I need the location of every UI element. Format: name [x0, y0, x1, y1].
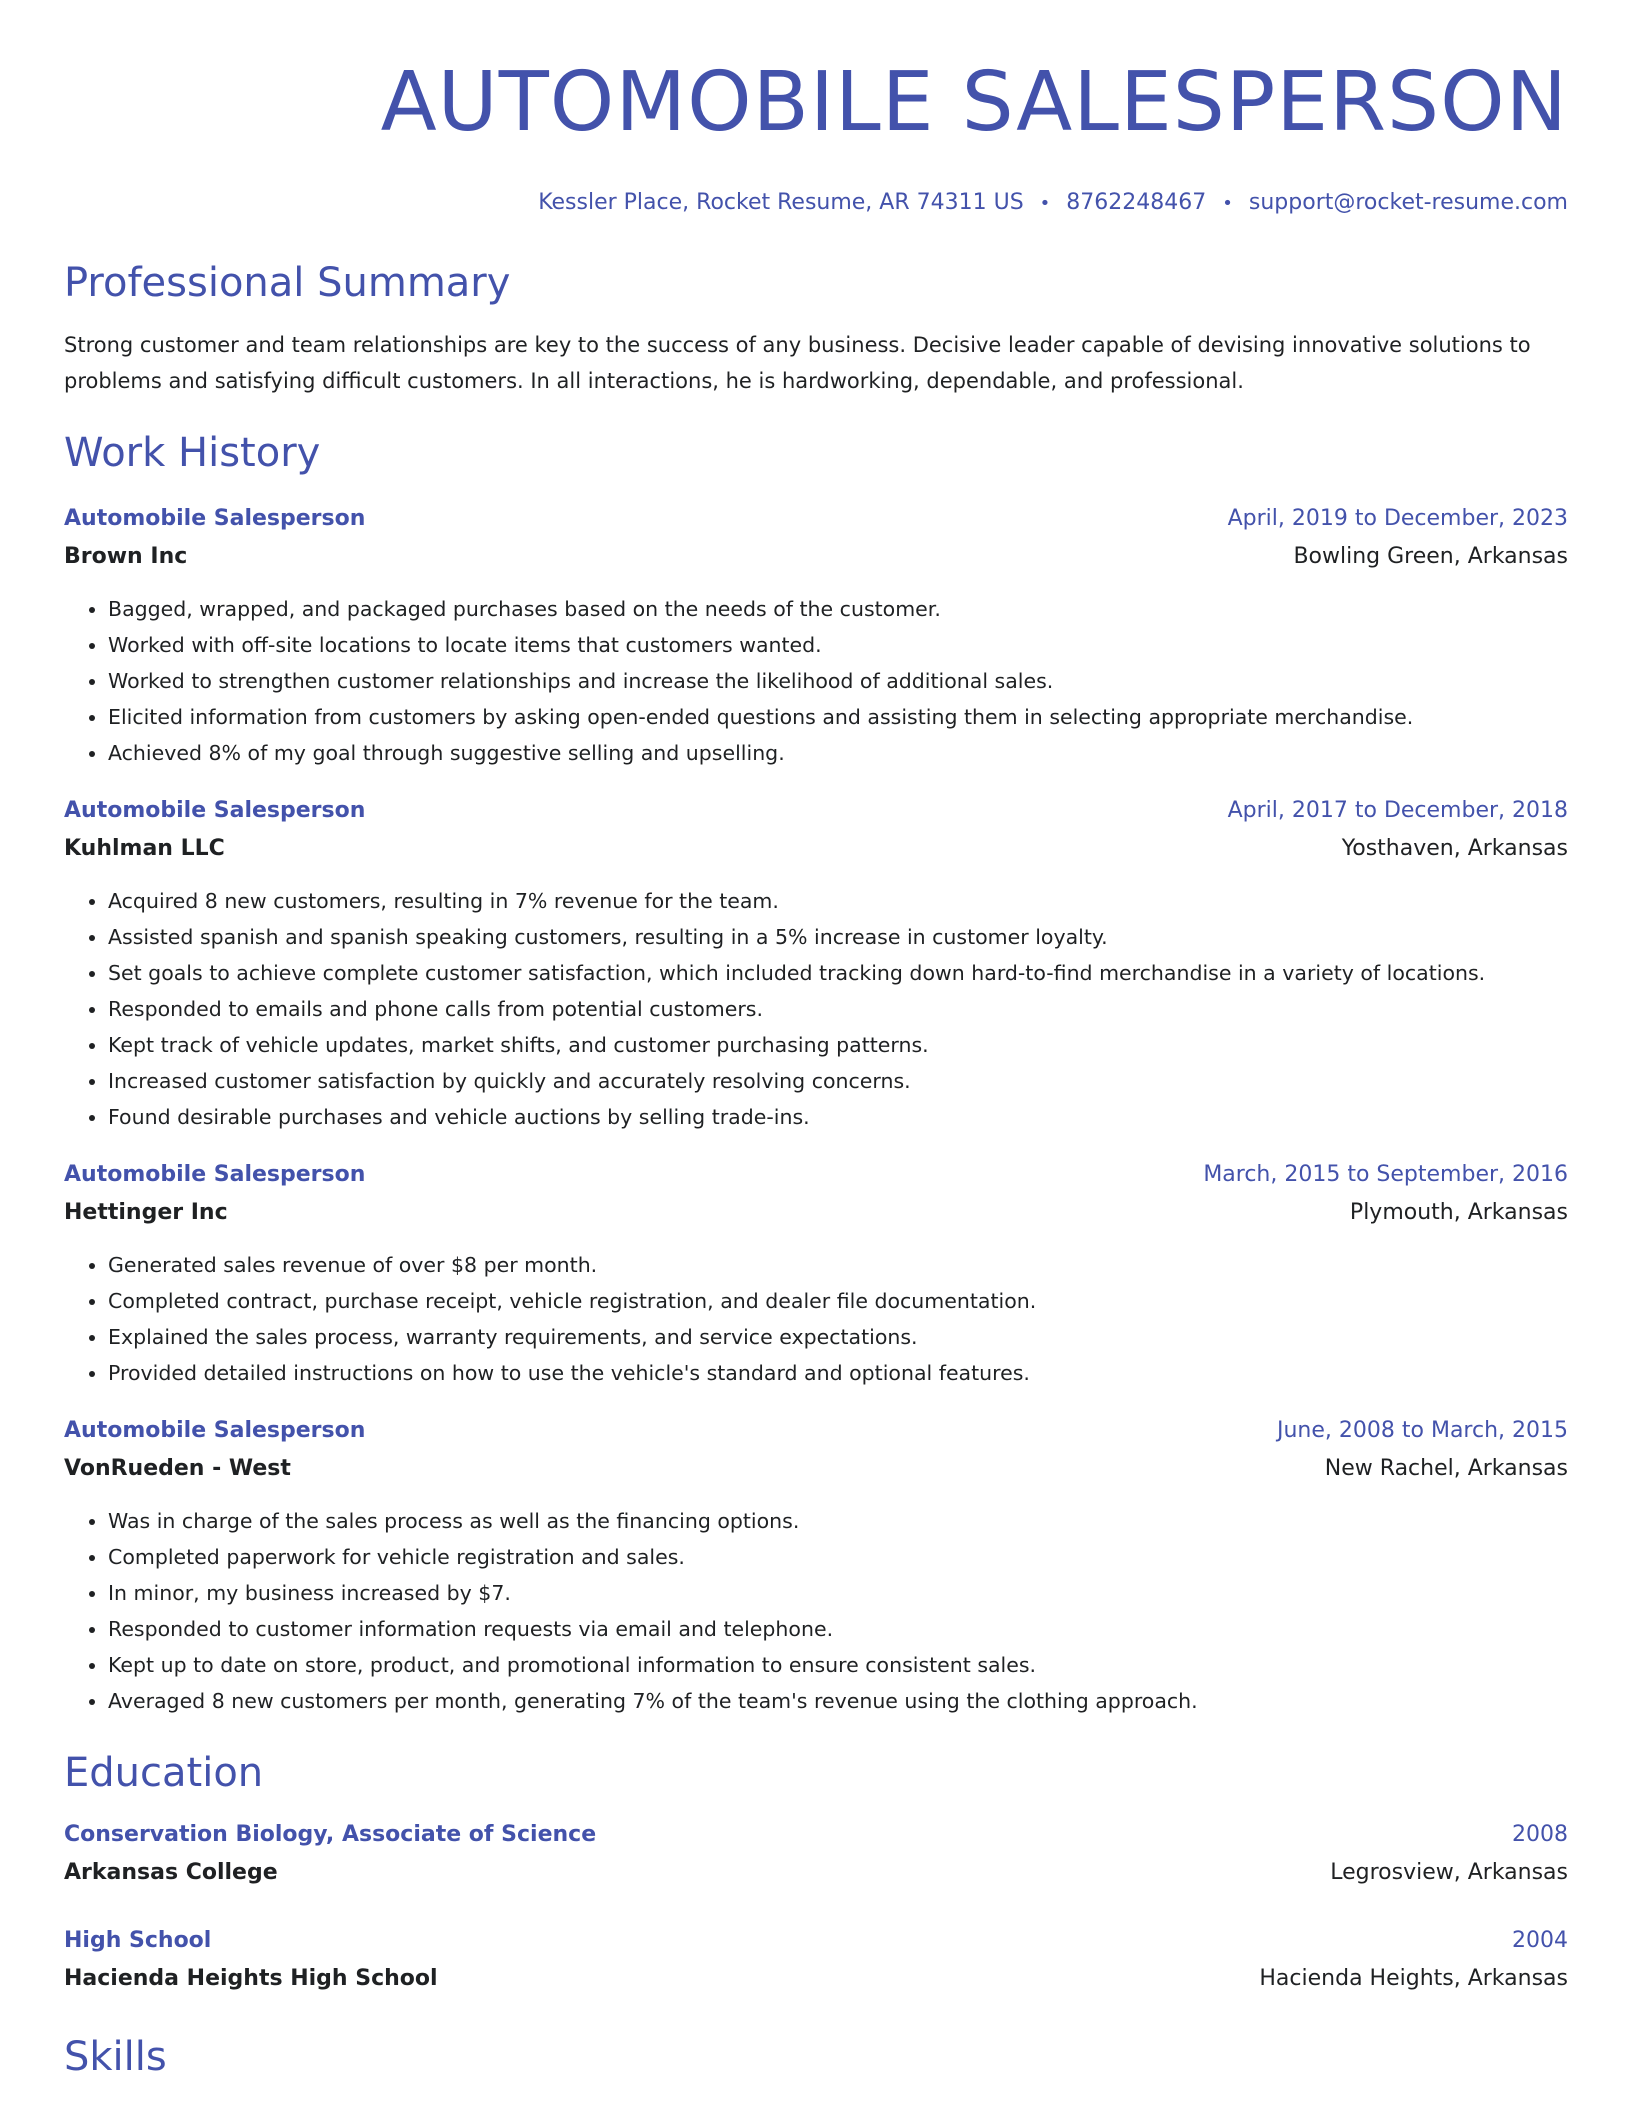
- education-heading: Education: [64, 1750, 264, 1796]
- job-entry: [64, 501, 1568, 771]
- job-bullet: • Acquired 8 new customers, resulting in 7% revenue for the team.: [108, 883, 1568, 919]
- resume-page: [64, 0, 1568, 2083]
- job-dates: March, 2015 to September, 2016: [1203, 1162, 1568, 1187]
- job-bullet: • Kept up to date on store, product, and promotional information to ensure consistent sales.: [108, 1647, 1568, 1683]
- job-bullet: • Assisted spanish and spanish speaking customers, resulting in a 5% increase in customer loyalty.: [108, 919, 1568, 955]
- job-bullet: • Averaged 8 new customers per month, generating 7% of the team's revenue using the clothing approach.: [108, 1683, 1568, 1719]
- job-header-row: [64, 793, 1568, 829]
- education-entry: [64, 1817, 1568, 1893]
- job-entry: [64, 793, 1568, 1135]
- job-location: New Rachel, Arkansas: [1324, 1456, 1568, 1481]
- job-bullets: [64, 883, 1568, 1135]
- work-history-section: [64, 427, 1568, 1719]
- job-bullet: • Explained the sales process, warranty requirements, and service expectations.: [108, 1319, 1568, 1355]
- job-bullet: • Bagged, wrapped, and packaged purchases based on the needs of the customer.: [108, 591, 1568, 627]
- job-bullets: [64, 591, 1568, 771]
- job-company: Hettinger Inc: [64, 1200, 228, 1225]
- job-entry: [64, 1413, 1568, 1719]
- job-dates: April, 2017 to December, 2018: [1227, 798, 1568, 823]
- job-location: Yosthaven, Arkansas: [1341, 836, 1568, 861]
- contact-separator: •: [1039, 193, 1051, 214]
- job-bullet: • Set goals to achieve complete customer satisfaction, which included tracking down hard-to-find merchandise in a variety of locations.: [108, 955, 1568, 991]
- skills-section: [64, 2031, 1568, 2083]
- contact-line: [64, 186, 1568, 221]
- education-school-row: [64, 1853, 1568, 1893]
- summary-section: [64, 257, 1568, 399]
- job-company: VonRueden - West: [64, 1456, 291, 1481]
- job-company-row: [64, 1449, 1568, 1489]
- education-location: Legrosview, Arkansas: [1330, 1860, 1568, 1885]
- job-bullet: • Responded to emails and phone calls from potential customers.: [108, 991, 1568, 1027]
- resume-header: [64, 0, 1568, 221]
- education-school: Hacienda Heights High School: [64, 1966, 438, 1991]
- job-bullet: • Completed paperwork for vehicle registration and sales.: [108, 1539, 1568, 1575]
- job-bullet: • Was in charge of the sales process as well as the financing options.: [108, 1503, 1568, 1539]
- job-title: Automobile Salesperson: [64, 798, 366, 823]
- education-degree: High School: [64, 1928, 212, 1953]
- job-dates: April, 2019 to December, 2023: [1227, 506, 1568, 531]
- job-company: Brown Inc: [64, 544, 188, 569]
- contact-separator: •: [1222, 193, 1233, 214]
- job-title: Automobile Salesperson: [64, 506, 366, 531]
- education-location: Hacienda Heights, Arkansas: [1259, 1966, 1568, 1991]
- job-header-row: [64, 501, 1568, 537]
- resume-name: AUTOMOBILE SALESPERSON: [380, 55, 1568, 150]
- education-header-row: [64, 1817, 1568, 1853]
- job-bullet: • Found desirable purchases and vehicle auctions by selling trade-ins.: [108, 1099, 1568, 1135]
- job-bullet: • Worked to strengthen customer relationships and increase the likelihood of additional sales.: [108, 663, 1568, 699]
- education-year: 2004: [1512, 1928, 1568, 1953]
- job-bullet: • Generated sales revenue of over $8 per month.: [108, 1247, 1568, 1283]
- job-dates: June, 2008 to March, 2015: [1277, 1418, 1568, 1443]
- job-bullet: • Elicited information from customers by asking open-ended questions and assisting them in selecting appropriate merchandise.: [108, 699, 1568, 735]
- job-bullet: • Kept track of vehicle updates, market shifts, and customer purchasing patterns.: [108, 1027, 1568, 1063]
- job-company: Kuhlman LLC: [64, 836, 225, 861]
- job-title: Automobile Salesperson: [64, 1418, 366, 1443]
- education-entry: [64, 1923, 1568, 1999]
- job-location: Plymouth, Arkansas: [1349, 1200, 1568, 1225]
- job-bullets: [64, 1247, 1568, 1391]
- job-title: Automobile Salesperson: [64, 1162, 366, 1187]
- job-bullets: [64, 1503, 1568, 1719]
- job-company-row: [64, 537, 1568, 577]
- job-location: Bowling Green, Arkansas: [1293, 544, 1568, 569]
- summary-text: Strong customer and team relationships are key to the success of any business. Decisive leader capable of devising innovative solutions to problems and satisfying difficult customers. In all interactions, he is hardworking, dependable, and professional.: [64, 333, 1531, 393]
- contact-phone: 8762248467: [1066, 190, 1207, 215]
- skills-heading: Skills: [64, 2034, 167, 2080]
- summary-heading: Professional Summary: [64, 260, 511, 306]
- work-history-heading: Work History: [64, 430, 321, 476]
- job-company-row: [64, 1193, 1568, 1233]
- education-degree: Conservation Biology, Associate of Science: [64, 1822, 597, 1847]
- education-header-row: [64, 1923, 1568, 1959]
- job-header-row: [64, 1157, 1568, 1193]
- job-bullet: • Provided detailed instructions on how to use the vehicle's standard and optional features.: [108, 1355, 1568, 1391]
- job-bullet: • Completed contract, purchase receipt, vehicle registration, and dealer file documentation.: [108, 1283, 1568, 1319]
- education-section: [64, 1747, 1568, 1999]
- job-bullet: • Responded to customer information requests via email and telephone.: [108, 1611, 1568, 1647]
- education-school: Arkansas College: [64, 1860, 278, 1885]
- job-header-row: [64, 1413, 1568, 1449]
- job-bullet: • Increased customer satisfaction by quickly and accurately resolving concerns.: [108, 1063, 1568, 1099]
- job-entry: [64, 1157, 1568, 1391]
- job-bullet: • In minor, my business increased by $7.: [108, 1575, 1568, 1611]
- education-school-row: [64, 1959, 1568, 1999]
- contact-email[interactable]: support@rocket-resume.com: [1248, 190, 1568, 215]
- education-year: 2008: [1512, 1822, 1568, 1847]
- job-bullet: • Achieved 8% of my goal through suggestive selling and upselling.: [108, 735, 1568, 771]
- contact-address: Kessler Place, Rocket Resume, AR 74311 US: [538, 190, 1024, 215]
- job-company-row: [64, 829, 1568, 869]
- job-bullet: • Worked with off-site locations to locate items that customers wanted.: [108, 627, 1568, 663]
